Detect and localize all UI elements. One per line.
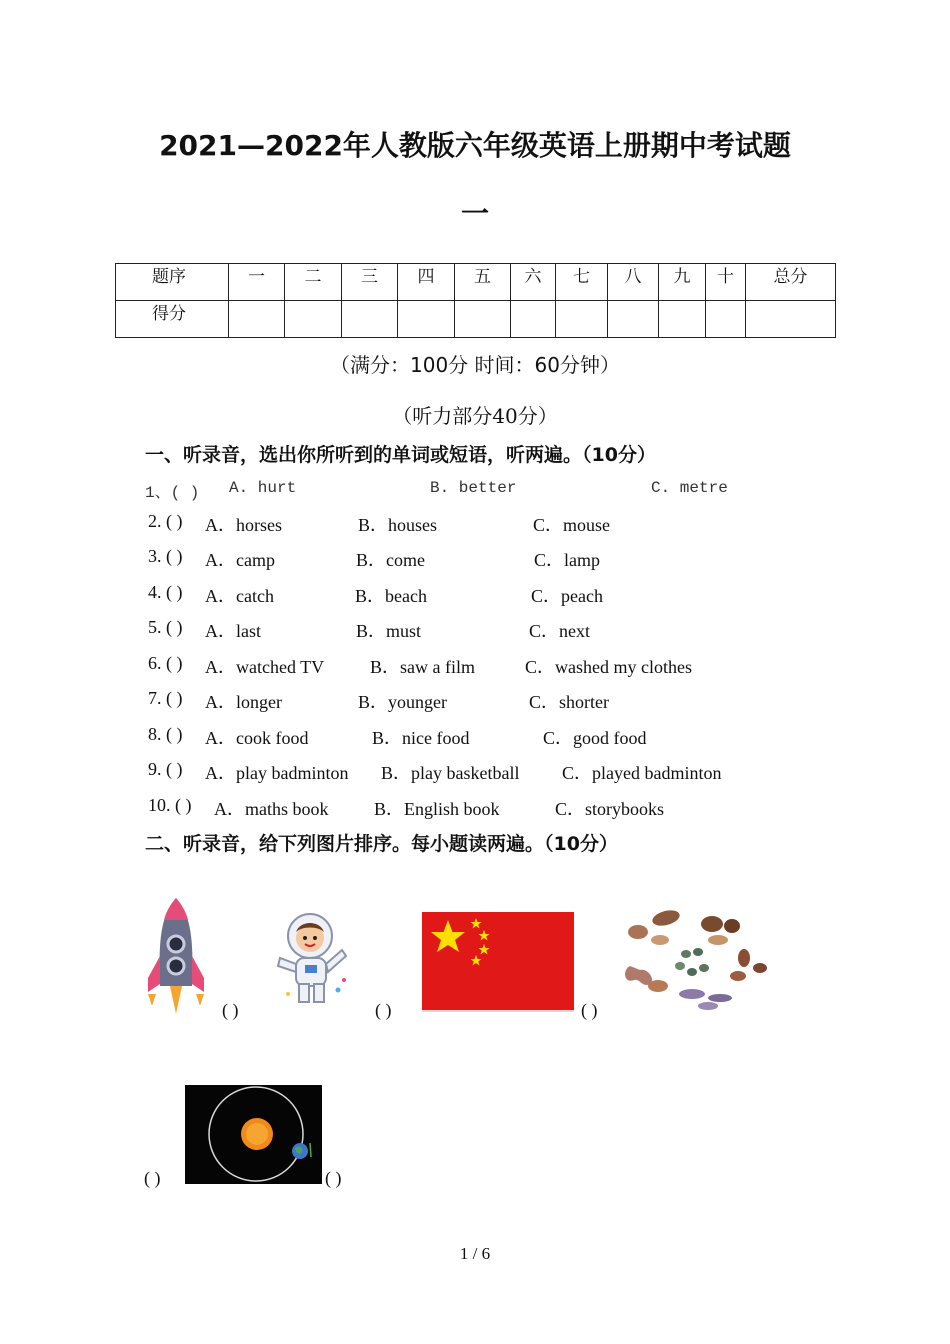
option-b: B．houses [358, 515, 438, 535]
score-cell[interactable] [455, 301, 511, 338]
score-table-header-cell: 十 [706, 264, 746, 301]
option-a: A．cook food [205, 728, 309, 748]
question-number[interactable]: 6. ( ) [148, 653, 183, 673]
score-cell[interactable] [229, 301, 285, 338]
question-number[interactable]: 5. ( ) [148, 617, 183, 637]
option-a: A．longer [205, 692, 282, 712]
option-c: C. metre [651, 479, 728, 497]
option-b: B．English book [374, 799, 500, 819]
option-b: B．nice food [372, 728, 470, 748]
option-c: C．shorter [529, 692, 609, 712]
rocket-image [140, 896, 212, 1020]
question-number[interactable]: 7. ( ) [148, 688, 183, 708]
question-number[interactable]: 8. ( ) [148, 724, 183, 744]
page-title: 2021—2022年人教版六年级英语上册期中考试题 [159, 129, 791, 162]
answer-blank[interactable]: ( ) [581, 1000, 598, 1020]
sun-earth-orbit-image [185, 1085, 322, 1184]
score-cell[interactable] [706, 301, 746, 338]
question-number[interactable]: 1、( ) [145, 484, 200, 502]
answer-blank[interactable]: ( ) [375, 1000, 392, 1020]
option-a: A．camp [205, 550, 275, 570]
option-c: C．good food [543, 728, 647, 748]
score-table-header-cell: 九 [659, 264, 706, 301]
full-score-time: （满分：100分 时间：60分钟） [330, 353, 620, 377]
score-cell[interactable] [608, 301, 659, 338]
astronaut-image [272, 910, 354, 1010]
answer-blank[interactable]: ( ) [325, 1168, 342, 1188]
score-table-header-cell: 总分 [746, 264, 836, 301]
option-b: B．must [356, 621, 422, 641]
option-b: B．saw a film [370, 657, 475, 677]
score-cell[interactable] [746, 301, 836, 338]
option-b: B．come [356, 550, 425, 570]
section2-title: 二、听录音，给下列图片排序。每小题读两遍。（10分） [145, 833, 618, 855]
page-title-continued: 一 [460, 197, 489, 230]
option-a: A．play badminton [205, 763, 349, 783]
question-number[interactable]: 9. ( ) [148, 759, 183, 779]
score-table-header-cell: 七 [556, 264, 608, 301]
answer-blank[interactable]: ( ) [144, 1168, 161, 1188]
option-c: C．washed my clothes [525, 657, 692, 677]
option-c: C．next [529, 621, 590, 641]
option-a: A．maths book [214, 799, 329, 819]
score-table-header-cell: 八 [608, 264, 659, 301]
seeds-image [620, 906, 770, 1018]
score-table-header-cell: 三 [342, 264, 398, 301]
question-number[interactable]: 3. ( ) [148, 546, 183, 566]
option-a: A．catch [205, 586, 274, 606]
answer-blank[interactable]: ( ) [222, 1000, 239, 1020]
section1-title: 一、听录音，选出你所听到的单词或短语，听两遍。（10分） [145, 444, 656, 466]
option-a: A. hurt [229, 479, 297, 497]
score-table-header-cell: 二 [285, 264, 342, 301]
flag-image [418, 910, 576, 1014]
option-b: B. better [430, 479, 517, 497]
option-a: A．last [205, 621, 261, 641]
question-number[interactable]: 10. ( ) [148, 795, 192, 815]
score-table-header-cell: 四 [398, 264, 455, 301]
score-cell[interactable] [511, 301, 556, 338]
score-table-header-cell: 六 [511, 264, 556, 301]
option-c: C．mouse [533, 515, 611, 535]
option-c: C．lamp [534, 550, 600, 570]
option-b: B．younger [358, 692, 447, 712]
page-number: 1 / 6 [459, 1244, 491, 1263]
option-b: B．beach [355, 586, 427, 606]
score-table-header-cell: 一 [229, 264, 285, 301]
score-cell[interactable] [398, 301, 455, 338]
score-table [115, 263, 836, 338]
score-row-label: 得分 [116, 301, 229, 338]
option-c: C．storybooks [555, 799, 665, 819]
option-a: A．horses [205, 515, 282, 535]
option-a: A．watched TV [205, 657, 325, 677]
score-cell[interactable] [659, 301, 706, 338]
score-cell[interactable] [556, 301, 608, 338]
question-number[interactable]: 2. ( ) [148, 511, 183, 531]
score-table-header-cell: 题序 [116, 264, 229, 301]
question-number[interactable]: 4. ( ) [148, 582, 183, 602]
option-c: C．peach [531, 586, 603, 606]
score-table-header-cell: 五 [455, 264, 511, 301]
score-cell[interactable] [342, 301, 398, 338]
score-cell[interactable] [285, 301, 342, 338]
listening-header: （听力部分40分） [392, 404, 558, 428]
option-c: C．played badminton [562, 763, 722, 783]
option-b: B．play basketball [381, 763, 520, 783]
